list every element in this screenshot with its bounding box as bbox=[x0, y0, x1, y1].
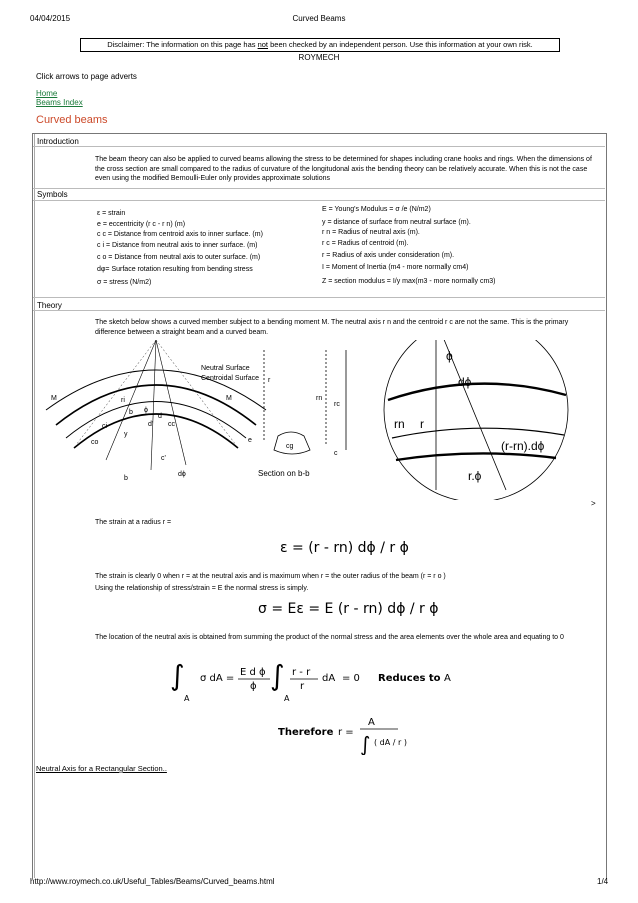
beam-sketch bbox=[46, 340, 266, 470]
print-date: 04/04/2015 bbox=[30, 14, 71, 23]
row-divider bbox=[33, 310, 605, 311]
diagram-label: y bbox=[124, 431, 128, 438]
diagram-label: r bbox=[268, 377, 271, 384]
symbol-stress: σ = stress (N/m2) bbox=[97, 279, 152, 286]
rectangular-section-link[interactable]: Neutral Axis for a Rectangular Section.. bbox=[36, 764, 167, 773]
symbol-r: r = Radius of axis under consideration (m). bbox=[322, 252, 455, 259]
diagram-label: d bbox=[158, 413, 162, 420]
content-table-inner-border bbox=[34, 134, 35, 878]
svg-text:r =: r = bbox=[338, 727, 354, 738]
relationship-text: Using the relationship of stress/strain = E the normal stress is simply. bbox=[95, 585, 309, 592]
strain-equation: ε = (r - rn) dϕ / r ϕ bbox=[280, 540, 409, 556]
row-divider bbox=[33, 297, 605, 298]
diagram-label: ri bbox=[121, 397, 125, 404]
reduces-label: Reduces to bbox=[378, 673, 441, 684]
theory-paragraph: The sketch below shows a curved member subject to a bending moment M. The neutral axis r n and the centroid r c are not the same. This is the primary difference between a straight beam and a curved beam. bbox=[95, 319, 569, 336]
section-introduction: Introduction bbox=[37, 137, 79, 146]
zoom-label: dϕ bbox=[458, 375, 472, 389]
svg-text:dA: dA bbox=[322, 673, 336, 684]
section-symbols: Symbols bbox=[37, 190, 68, 199]
zoom-label: (r-rn).dϕ bbox=[501, 439, 545, 453]
section-theory: Theory bbox=[37, 301, 62, 310]
adverts-note: Click arrows to page adverts bbox=[36, 72, 137, 81]
symbol-rn: r n = Radius of neutral axis (m). bbox=[322, 229, 420, 236]
svg-text:r: r bbox=[300, 681, 305, 692]
diagram-label: dϕ bbox=[178, 471, 186, 478]
centroidal-surface-label: Centroidal Surface bbox=[201, 375, 259, 382]
curved-beam-diagram bbox=[36, 340, 596, 500]
diagram-label: M bbox=[51, 395, 57, 402]
diagram-label: ϕ bbox=[144, 407, 148, 414]
page-title: Curved beams bbox=[36, 114, 108, 126]
diagram-label: M bbox=[226, 395, 232, 402]
symbol-youngs: E = Young's Modulus = σ /e (N/m2) bbox=[322, 206, 431, 213]
svg-text:E d ϕ: E d ϕ bbox=[240, 667, 266, 678]
symbol-eccentricity: e = eccentricity (r c - r n) (m) bbox=[97, 221, 186, 228]
svg-text:r - r: r - r bbox=[292, 667, 311, 678]
disclaimer-box bbox=[80, 38, 560, 52]
symbol-dphi: dφ= Surface rotation resulting from bending stress bbox=[97, 266, 253, 273]
svg-text:σ dA =: σ dA = bbox=[200, 673, 235, 684]
svg-text:∫: ∫ bbox=[270, 659, 285, 692]
svg-text:∫: ∫ bbox=[360, 732, 371, 755]
location-text: The location of the neutral axis is obtained from summing the product of the normal stress and the area elements over the whole area and equating to 0 bbox=[95, 634, 564, 641]
footer-page: 1/4 bbox=[597, 877, 609, 886]
intro-paragraph: The beam theory can also be applied to curved beams allowing the stress to be determined for shapes including crane hooks and rings. When the dimensions of the cross section are small compared to the radius of curvature of the longitudonal axis the bending theory can be relatively accurate. When this is not the case even using the modified Bernoulli-Euler only provides approximate solutions bbox=[95, 156, 592, 182]
strain-intro: The strain at a radius r = bbox=[95, 519, 172, 526]
diagram-label: b bbox=[124, 475, 128, 482]
symbol-inertia: I = Moment of Inertia (m4 - more normally cm4) bbox=[322, 264, 469, 271]
svg-text:∫: ∫ bbox=[170, 659, 185, 692]
neutral-surface-label: Neutral Surface bbox=[201, 365, 250, 372]
row-divider bbox=[33, 146, 605, 147]
footer-url: http://www.roymech.co.uk/Useful_Tables/Beams/Curved_beams.html bbox=[30, 877, 275, 886]
diagram-label: c bbox=[334, 450, 338, 457]
zoom-label: r bbox=[420, 417, 424, 431]
diagram-label: co bbox=[91, 439, 99, 446]
beams-index-link[interactable]: Beams Index bbox=[36, 98, 83, 107]
diagram-label: e bbox=[248, 437, 252, 444]
symbol-y: y = distance of surface from neutral surface (m). bbox=[322, 219, 471, 226]
therefore-label: Therefore bbox=[278, 727, 334, 738]
symbol-strain: ε = strain bbox=[97, 210, 126, 217]
symbol-section-modulus: Z = section modulus = I/y max(m3 - more normally cm3) bbox=[322, 278, 496, 285]
eq-zero: = 0 bbox=[342, 673, 360, 684]
diagram-label: d' bbox=[148, 421, 154, 428]
row-divider bbox=[33, 188, 605, 189]
home-link[interactable]: Home bbox=[36, 89, 58, 98]
symbol-co: c o = Distance from neutral axis to outer surface. (m) bbox=[97, 254, 261, 261]
disclaimer-prefix: Disclaimer: The information on this page has bbox=[107, 40, 258, 49]
svg-text:( dA / r ): ( dA / r ) bbox=[374, 738, 407, 747]
zoom-label: rn bbox=[394, 417, 405, 431]
diagram-label: rn bbox=[316, 395, 323, 402]
svg-text:ϕ: ϕ bbox=[250, 681, 257, 692]
integral-a: A bbox=[184, 694, 190, 703]
strain-zero-text: The strain is clearly 0 when r = at the neutral axis and is maximum when r = the outer radius of the beam (r = r o ) bbox=[95, 573, 446, 580]
disclaimer-not: not bbox=[257, 40, 269, 49]
symbol-cc: c c = Distance from centroid axis to inner surface. (m) bbox=[97, 231, 263, 238]
stress-equation: σ = Eε = E (r - rn) dϕ / r ϕ bbox=[258, 601, 439, 617]
zoom-label: ϕ bbox=[446, 349, 453, 363]
disclaimer-suffix: been checked by an independent person. Use this information at your own risk. bbox=[268, 40, 533, 49]
zoom-label: r.ϕ bbox=[468, 469, 482, 483]
print-title: Curved Beams bbox=[292, 14, 346, 23]
diagram-label: c' bbox=[161, 455, 166, 462]
eq-a: A bbox=[368, 717, 375, 728]
neutral-axis-equation bbox=[170, 655, 490, 755]
brand-name: ROYMECH bbox=[298, 53, 340, 62]
integral-a: A bbox=[284, 694, 290, 703]
symbol-rc: r c = Radius of centroid (m). bbox=[322, 240, 409, 247]
symbol-ci: c i = Distance from neutral axis to inner surface. (m) bbox=[97, 242, 258, 249]
row-divider bbox=[33, 200, 605, 201]
diagram-label: b bbox=[129, 409, 133, 416]
eq-a: A bbox=[444, 673, 451, 684]
diagram-label: cc bbox=[168, 421, 175, 428]
diagram-label: ci bbox=[102, 423, 108, 430]
next-arrow[interactable]: > bbox=[591, 499, 596, 508]
section-bb-label: Section on b-b bbox=[258, 469, 310, 478]
diagram-label: rc bbox=[334, 401, 340, 408]
diagram-label: cg bbox=[286, 443, 294, 450]
